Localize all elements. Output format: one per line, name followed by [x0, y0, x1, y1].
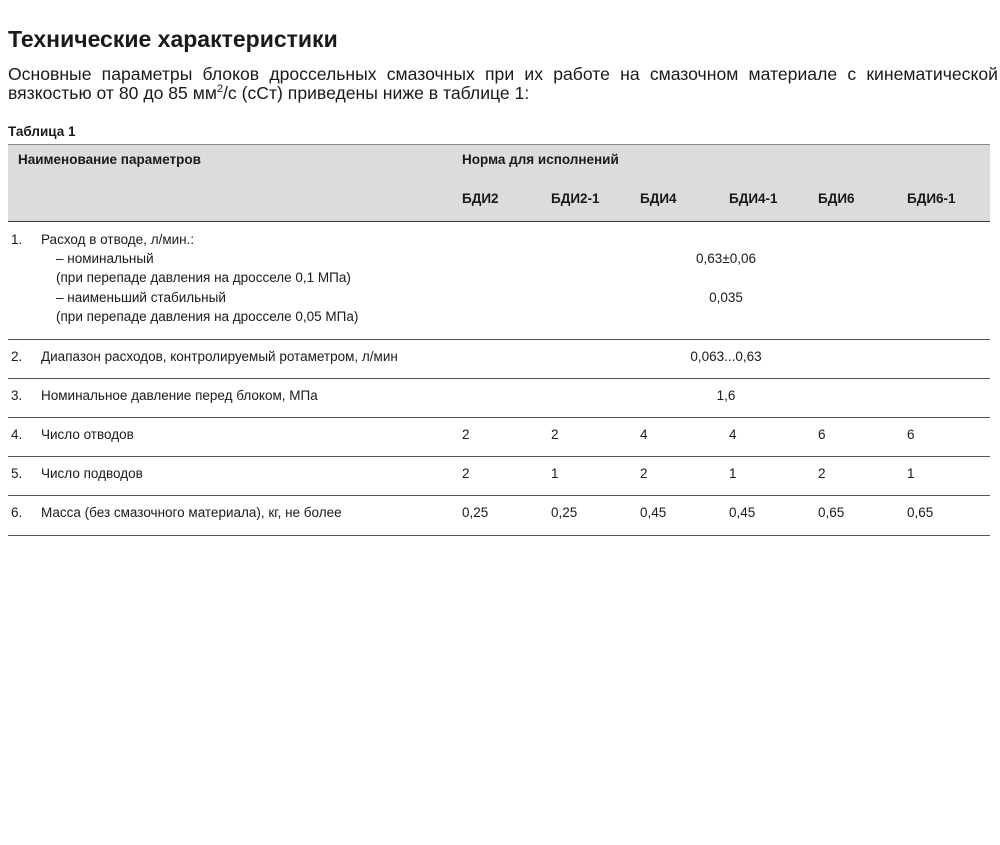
row-subparameter-note: (при перепаде давления на дросселе 0,05 МПа): [56, 309, 359, 324]
row-parameter: Число подводов: [41, 466, 143, 481]
table-caption: Таблица 1: [8, 124, 76, 139]
row-value: 4: [640, 427, 648, 442]
row-parameter: Расход в отводе, л/мин.:: [41, 232, 195, 247]
row-parameter: Диапазон расходов, контролируемый ротаметром, л/мин: [41, 349, 398, 364]
row-value: 2: [462, 466, 470, 481]
row-value: 6: [818, 427, 826, 442]
row-parameter: Число отводов: [41, 427, 134, 442]
header-variant: БДИ4: [640, 191, 677, 206]
row-value: 0,63±0,06: [696, 251, 756, 266]
table-row: [8, 340, 990, 379]
table-row: [8, 418, 990, 457]
header-variant: БДИ6: [818, 191, 855, 206]
table-row: [8, 379, 990, 418]
table-row: [8, 222, 990, 340]
row-value: 2: [462, 427, 470, 442]
row-number: 3.: [11, 388, 23, 403]
row-value: 1,6: [716, 388, 736, 403]
table-header: [8, 144, 990, 222]
row-value: 0,65: [907, 505, 934, 520]
row-subparameter: – номинальный: [56, 251, 154, 266]
row-parameter: Масса (без смазочного материала), кг, не более: [41, 505, 342, 520]
row-value: 0,65: [818, 505, 845, 520]
intro-superscript: 2: [216, 83, 224, 96]
row-value: 0,035: [709, 290, 743, 305]
row-value: 2: [818, 466, 826, 481]
page-title: Технические характеристики: [8, 26, 338, 52]
header-variant: БДИ2-1: [551, 191, 600, 206]
row-value: 6: [907, 427, 915, 442]
row-value: 1: [551, 466, 559, 481]
header-param-name: Наименование параметров: [18, 152, 201, 167]
intro-text: Основные параметры блоков дроссельных смазочных при их работе на смазочном материале с кинематической вязкостью от 80 до 85 мм: [8, 64, 998, 103]
intro-paragraph: [8, 65, 998, 103]
header-variant: БДИ6-1: [907, 191, 956, 206]
table-row: [8, 496, 990, 536]
row-value: 0,45: [729, 505, 756, 520]
row-number: 5.: [11, 466, 23, 481]
row-number: 6.: [11, 505, 23, 520]
row-subparameter-note: (при перепаде давления на дросселе 0,1 МПа): [56, 270, 351, 285]
row-value: 2: [551, 427, 559, 442]
table-row: [8, 457, 990, 496]
specs-table: [8, 144, 990, 536]
row-value: 0,25: [462, 505, 489, 520]
row-number: 1.: [11, 232, 23, 247]
row-value: 1: [907, 466, 915, 481]
row-value: 1: [729, 466, 737, 481]
row-subparameter: – наименьший стабильный: [56, 290, 226, 305]
row-number: 4.: [11, 427, 23, 442]
row-value: 2: [640, 466, 648, 481]
row-value: 0,063...0,63: [690, 349, 762, 364]
row-parameter: Номинальное давление перед блоком, МПа: [41, 388, 318, 403]
row-number: 2.: [11, 349, 23, 364]
intro-text-end: /с (сСт) приведены ниже в таблице 1:: [223, 83, 530, 103]
row-value: 4: [729, 427, 737, 442]
header-norm: Норма для исполнений: [462, 152, 619, 167]
header-variant: БДИ4-1: [729, 191, 778, 206]
header-variant: БДИ2: [462, 191, 499, 206]
row-value: 0,45: [640, 505, 667, 520]
row-value: 0,25: [551, 505, 578, 520]
